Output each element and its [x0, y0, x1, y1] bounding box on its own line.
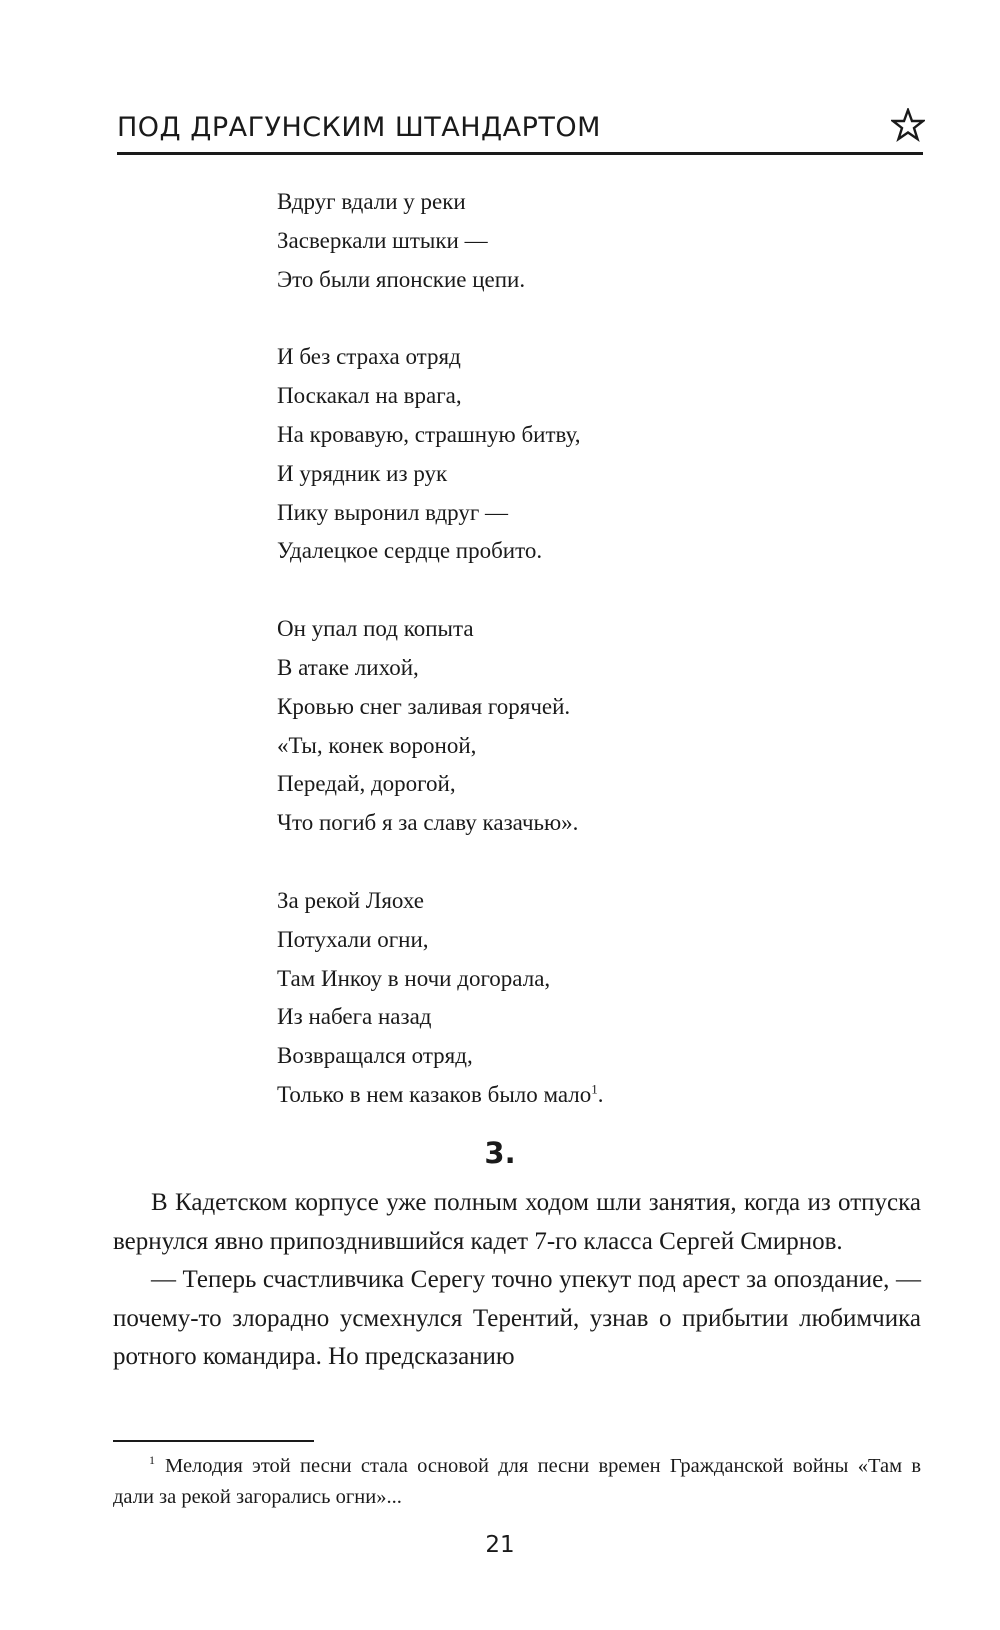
poem-line: Передай, дорогой,: [277, 771, 456, 797]
poem-line: На кровавую, страшную битву,: [277, 421, 581, 447]
poem-line: Он упал под копыта: [277, 616, 474, 642]
poem-line: В атаке лихой,: [277, 654, 419, 680]
footnote: [113, 1451, 921, 1513]
footnote-divider: [113, 1440, 314, 1442]
footnote-text: Мелодия этой песни стала основой для песни времен Гражданской войны «Там в дали за рекой загорались огни»...: [113, 1455, 921, 1508]
poem-line: «Ты, конек вороной,: [277, 732, 477, 758]
poem-line: Поскакал на врага,: [277, 383, 462, 409]
poem-line: За рекой Ляохе: [277, 887, 424, 913]
poem-line: Вдруг вдали у реки: [277, 189, 466, 214]
poem-line: Там Инкоу в ночи догорала,: [277, 965, 551, 991]
page-number: 21: [485, 1532, 515, 1558]
poem-line-with-footnote: [277, 1076, 837, 1115]
poem-line: И без страха отряд: [277, 344, 461, 370]
paragraph: В Кадетском корпусе уже полным ходом шли занятия, когда из отпуска вернулся явно припозднившийся кадет 7-го класса Сергей Смирнов.: [113, 1189, 921, 1255]
paragraph: — Теперь счастливчика Серегу точно упекут под арест за опоздание, — почему-то злорадно усмехнулся Терентий, узнав о прибытии любимчика ротного командира. Но предсказанию: [113, 1266, 921, 1370]
poem-line: Засверкали штыки —: [277, 227, 488, 253]
poem-line: И урядник из рук: [277, 460, 448, 486]
poem-line-text: Только в нем казаков было мало: [277, 1081, 592, 1107]
footnote-reference: 1: [591, 1081, 598, 1097]
poem-line: Пику выронил вдруг —: [277, 499, 509, 525]
poem: [277, 183, 837, 1154]
footnote-marker: 1: [149, 1453, 155, 1468]
poem-line-suffix: .: [597, 1081, 604, 1107]
poem-line: Потухали огни,: [277, 926, 429, 952]
poem-line: Возвращался отряд,: [277, 1043, 473, 1069]
prose-body: [113, 1184, 921, 1377]
star-outline-icon: [891, 108, 925, 142]
poem-stanza-4: [277, 882, 837, 1115]
poem-line: Удалецкое сердце пробито.: [277, 538, 543, 564]
poem-stanza-3: [277, 610, 837, 843]
poem-stanza-2: [277, 338, 837, 571]
poem-line: Кровью снег заливая горячей.: [277, 693, 571, 719]
poem-stanza-1: [277, 183, 837, 299]
poem-line: Из набега назад: [277, 1004, 432, 1030]
poem-line: Что погиб я за славу казачью».: [277, 810, 579, 836]
poem-line: Это были японские цепи.: [277, 266, 526, 292]
running-header: [117, 108, 923, 155]
running-title: ПОД ДРАГУНСКИМ ШТАНДАРТОМ: [117, 112, 601, 143]
section-number: 3.: [484, 1136, 516, 1170]
